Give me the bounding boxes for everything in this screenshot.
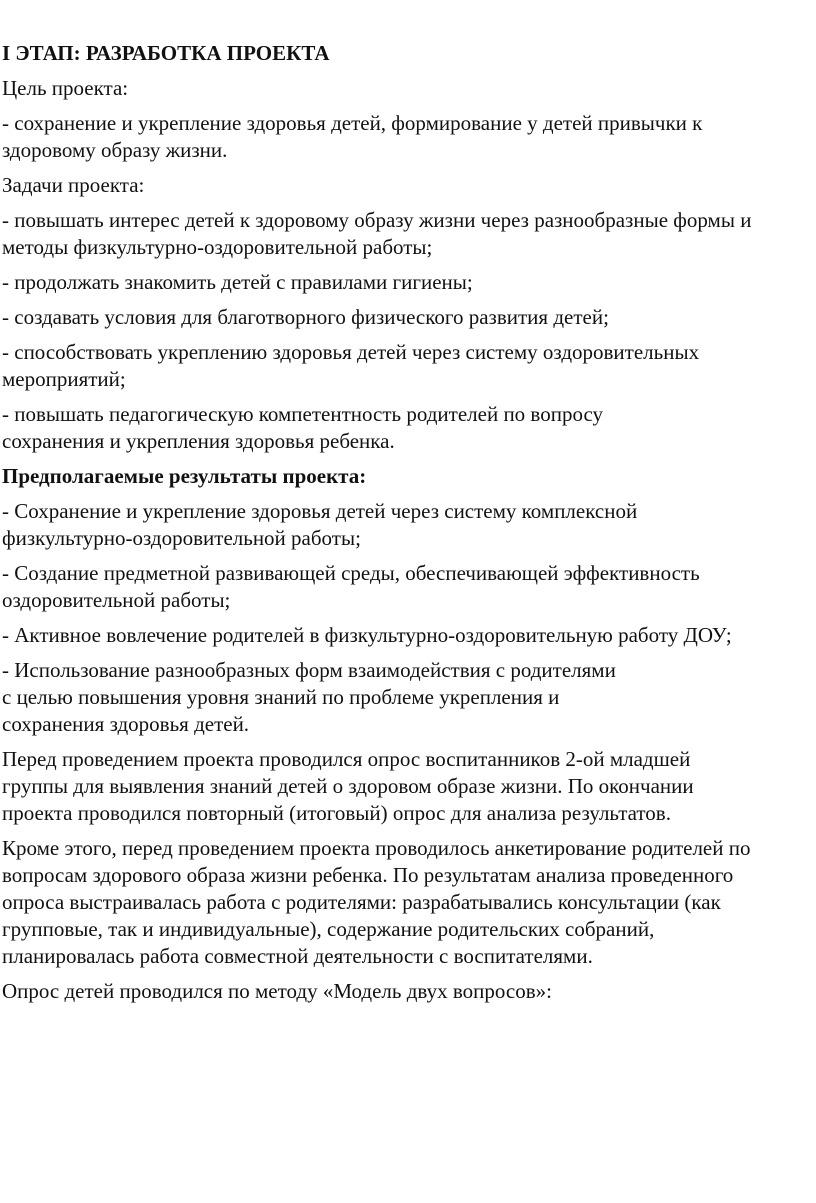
result-item-line: сохранения здоровья детей.	[2, 712, 250, 736]
result-item-line: - Создание предметной развивающей среды, обеспечивающей эффективность	[2, 561, 700, 585]
task-item-line: сохранения и укрепления здоровья ребенка.	[2, 429, 395, 453]
result-item	[2, 657, 816, 738]
results-label: Предполагаемые результаты проекта:	[2, 464, 367, 488]
result-item-line: физкультурно-оздоровительной работы;	[2, 526, 361, 550]
result-item-line: - Сохранение и укрепление здоровья детей через систему комплексной	[2, 499, 638, 523]
task-item	[2, 269, 816, 296]
paragraph-line: групповые, так и индивидуальные), содержание родительских собраний,	[2, 917, 655, 941]
paragraph-line: планировалась работа совместной деятельности с воспитателями.	[2, 944, 593, 968]
task-item-line: - продолжать знакомить детей с правилами гигиены;	[2, 270, 473, 294]
result-item-line: оздоровительной работы;	[2, 588, 231, 612]
task-item-line: методы физкультурно-оздоровительной работы;	[2, 235, 433, 259]
task-item-line: - создавать условия для благотворного физического развития детей;	[2, 305, 609, 329]
paragraph-line: опроса выстраивалась работа с родителями: разрабатывались консультации (как	[2, 890, 721, 914]
paragraph-line: вопросам здорового образа жизни ребенка. По результатам анализа проведенного	[2, 863, 734, 887]
goal-text-line: - сохранение и укрепление здоровья детей, формирование у детей привычки к	[2, 111, 703, 135]
paragraph-method: Опрос детей проводился по методу «Модель двух вопросов»:	[2, 979, 552, 1003]
paragraph-parents	[2, 835, 816, 970]
stage-title: I ЭТАП: РАЗРАБОТКА ПРОЕКТА	[2, 41, 330, 65]
task-item	[2, 401, 816, 455]
paragraph-line: группы для выявления знаний детей о здоровом образе жизни. По окончании	[2, 774, 694, 798]
task-item-line: мероприятий;	[2, 367, 126, 391]
task-item	[2, 339, 816, 393]
result-item	[2, 560, 816, 614]
task-item-line: - повышать интерес детей к здоровому образу жизни через разнообразные формы и	[2, 208, 752, 232]
document-page	[0, 40, 816, 1013]
task-item	[2, 207, 816, 261]
result-item-line: с целью повышения уровня знаний по проблеме укрепления и	[2, 685, 560, 709]
goal-text-line: здоровому образу жизни.	[2, 138, 228, 162]
result-item-line: - Активное вовлечение родителей в физкультурно-оздоровительную работу ДОУ;	[2, 623, 732, 647]
paragraph-line: проекта проводился повторный (итоговый) опрос для анализа результатов.	[2, 801, 671, 825]
paragraph-line: Кроме этого, перед проведением проекта проводилось анкетирование родителей по	[2, 836, 751, 860]
task-item-line: - повышать педагогическую компетентность родителей по вопросу	[2, 402, 604, 426]
tasks-label: Задачи проекта:	[2, 173, 145, 197]
result-item-line: - Использование разнообразных форм взаимодействия с родителями	[2, 658, 616, 682]
result-item	[2, 498, 816, 552]
task-item-line: - способствовать укреплению здоровья детей через систему оздоровительных	[2, 340, 700, 364]
goal-label: Цель проекта:	[2, 76, 129, 100]
task-item	[2, 304, 816, 331]
goal-text	[2, 110, 816, 164]
result-item	[2, 622, 816, 649]
paragraph-line: Перед проведением проекта проводился опрос воспитанников 2-ой младшей	[2, 747, 691, 771]
paragraph-survey	[2, 746, 816, 827]
